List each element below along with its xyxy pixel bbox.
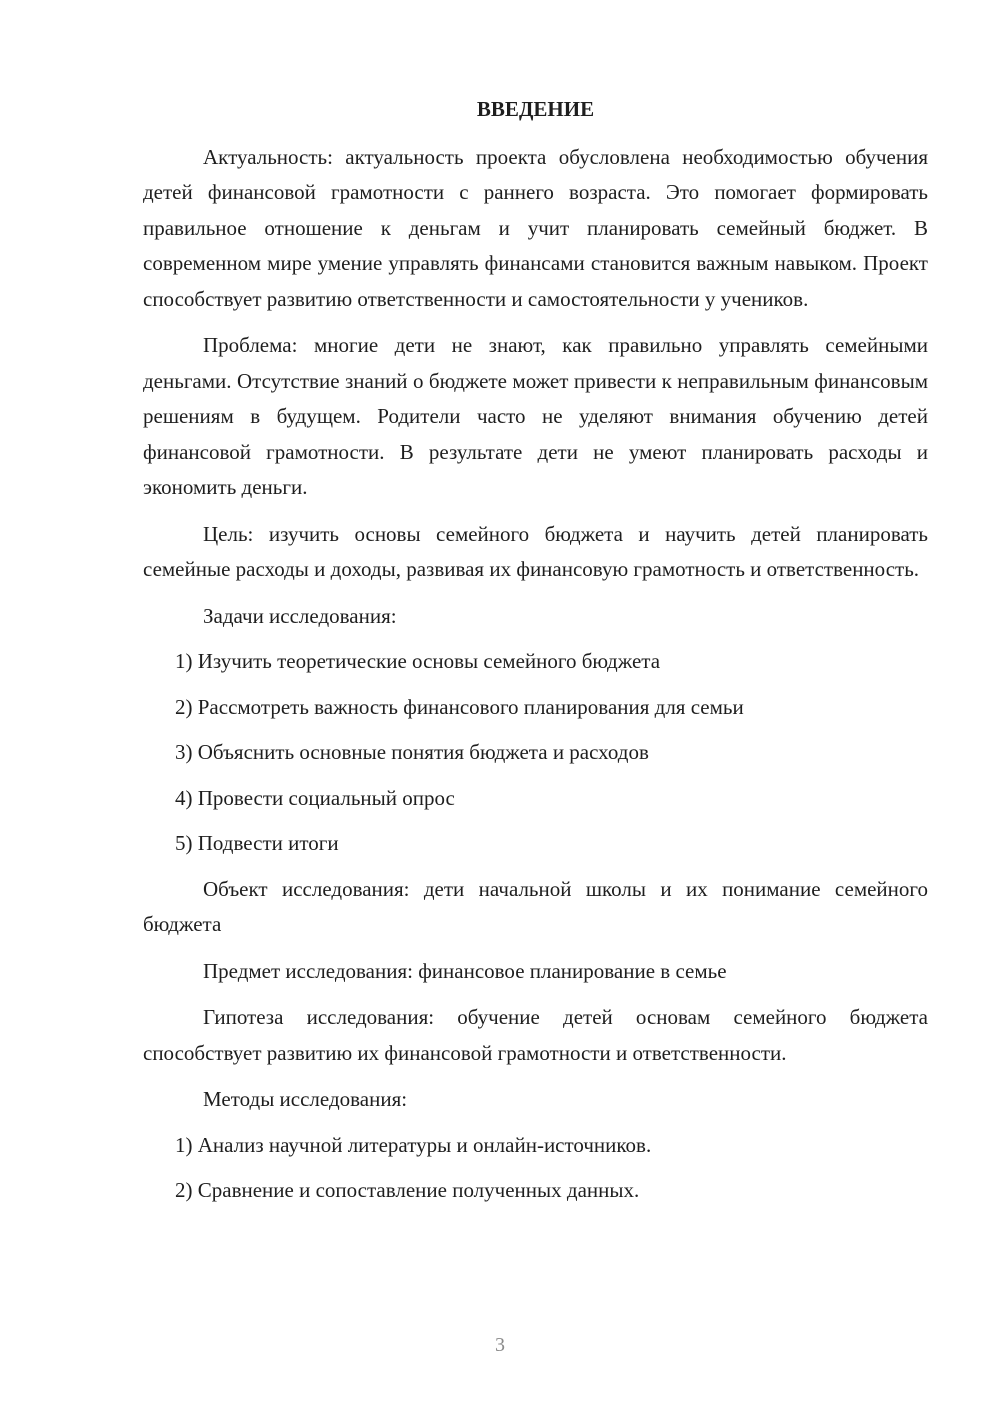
page-number: 3 xyxy=(495,1334,505,1356)
relevance-paragraph: Актуальность: актуальность проекта обусловлена необходимостью обучения детей финансовой грамотности с раннего возраста. Это помогает формировать правильное отношение к деньгам и учит планировать семейный бюджет. В современном мире умение управлять финансами становится важным навыком. Проект способствует развитию ответственности и самостоятельности у учеников. xyxy=(143,144,928,311)
section-title: ВВЕДЕНИЕ xyxy=(476,97,595,121)
method-item-2: 2) Сравнение и сопоставление полученных данных. xyxy=(175,1178,640,1202)
goal-paragraph: Цель: изучить основы семейного бюджета и научить детей планировать семейные расходы и доходы, развивая их финансовую грамотность и ответственность. xyxy=(143,521,928,581)
hypothesis-paragraph: Гипотеза исследования: обучение детей основам семейного бюджета способствует развитию их финансовой грамотности и ответственности. xyxy=(143,1005,928,1065)
tasks-heading: Задачи исследования: xyxy=(203,603,397,628)
task-item-4: 4) Провести социальный опрос xyxy=(175,785,455,810)
document-page xyxy=(143,92,928,1219)
method-item-1: 1) Анализ научной литературы и онлайн-источников. xyxy=(175,1132,652,1157)
object-paragraph: Объект исследования: дети начальной школы и их понимание семейного бюджета xyxy=(143,876,928,936)
methods-heading: Методы исследования: xyxy=(203,1087,408,1111)
task-item-2: 2) Рассмотреть важность финансового планирования для семьи xyxy=(175,694,744,719)
task-item-1: 1) Изучить теоретические основы семейного бюджета xyxy=(175,649,661,673)
subject-paragraph: Предмет исследования: финансовое планирование в семье xyxy=(203,958,727,983)
task-item-5: 5) Подвести итоги xyxy=(175,831,339,855)
problem-paragraph: Проблема: многие дети не знают, как правильно управлять семейными деньгами. Отсутствие знаний о бюджете может привести к неправильным финансовым решениям в будущем. Родители часто не уделяют внимания обучению детей финансовой грамотности. В результате дети не умеют планировать расходы и экономить деньги. xyxy=(143,333,928,499)
task-item-3: 3) Объяснить основные понятия бюджета и расходов xyxy=(175,740,649,764)
